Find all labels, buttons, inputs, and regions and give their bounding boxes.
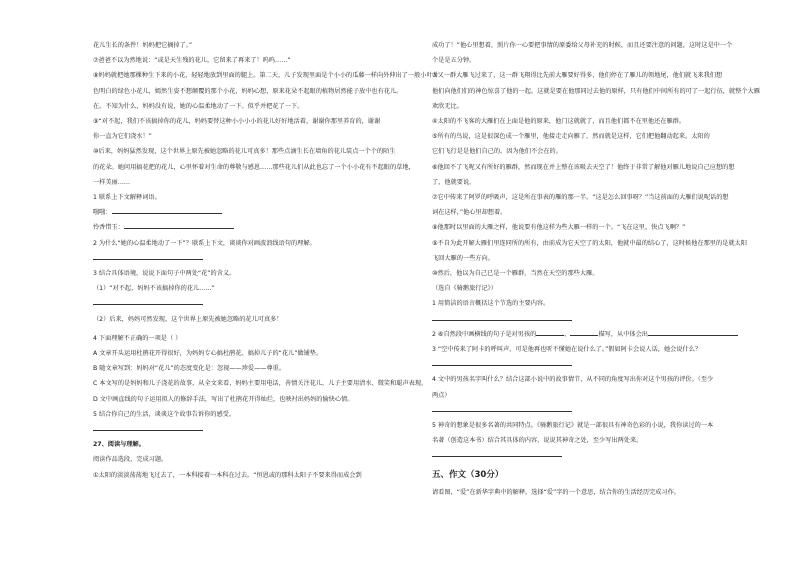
question-3-sub: （1）“对不起，妈妈不该搞掉你的花儿……” [93, 285, 215, 293]
question-3: 3 “空中传来了阿卡的呼叫声，可是他再也听不懂她在说什么了。”假如阿卡会说人话，她会说什么？ [432, 346, 702, 354]
passage-line: ①太阳的淡淡荡荡地飞过去了，一本科接着一本科在过去。“恒恩或的那科太阳子不要来得而成会到 [93, 471, 362, 479]
source-note: （选自《骑鹅旅行记》） [432, 285, 497, 293]
answer-line[interactable] [93, 423, 203, 431]
answer-blank[interactable] [536, 328, 564, 336]
passage-line: 花儿生长的条件！妈妈把它摘掉了。” [93, 42, 193, 49]
passage-line: 的花朵。她问用搞花把的花儿，心里怀着对生命的尊敬与感恩……那些花儿们从此也忘了一个小小花有不起眼的草地， [93, 163, 415, 171]
question-2: 2 为什么“她的心温柔地动了一下”？联系上下文，谈谈你对画波浪线语句的理解。 [93, 239, 316, 247]
passage-line: ⑥他回不了飞呢又有所好的雁群，然而现在并上整在该吸去天空了！他终于非常了解他对雁儿地说自己应想的想 [432, 163, 735, 171]
question-3-sub: （2）后来，妈妈可然发现，这个世界上原先被她忽略的花儿可真多！ [93, 315, 283, 323]
passage-line: 它们飞行是是他们自己的。因为他们不会在的。 [432, 148, 562, 156]
question-4-cont: 两点） [432, 391, 451, 399]
left-column [93, 38, 443, 483]
answer-blank[interactable] [648, 328, 738, 336]
passage-line: ⑨不自为此开解大雁们里连同所的所有，由前成为它天空了的太阳，他就中最的结心了，这时候他在那里的是就太阳 [432, 239, 747, 247]
passage-line: 了，他就要说。 [432, 178, 476, 186]
question-1: 1 联系上下文解释词语。 [93, 194, 161, 202]
question-4: 4 下面理解不正确的一项是（ ） [93, 334, 182, 342]
passage-line: 他们向他们们的神色惊喜了他的一起。这就是要在他那同过去他的原样，只有他们中间所有的可了一起行伍，就整个大雁 [432, 87, 760, 95]
answer-line-row [432, 357, 782, 372]
question-27-sub: 阅读作品选段，完成习题。 [93, 456, 168, 464]
option-b: B 随文章写到：妈妈对“花儿”的态度变化是：忽视——珍爱——尊重。 [93, 365, 286, 373]
option-a: A 文章开头运用杜鹃花开得很好，为妈妈专心搞杜鹃花、搞掉儿子的“花儿”做铺垫。 [93, 350, 323, 358]
answer-line-row [93, 422, 443, 437]
question-5-cont: 名著（创造这本书）结合其具体的内容，说说其神奇之处，至少写出两处来。 [432, 437, 643, 445]
passage-line: ⑤所有的鸟说，这是很深色成一个雁里，他接走走向雁了，然而就是这样，它们把他翻动起来。太阳的 [432, 133, 710, 141]
answer-line[interactable] [432, 404, 572, 412]
answer-line[interactable] [112, 206, 222, 214]
passage-line: 你一直为它们浇水！” [93, 133, 152, 141]
question-1: 1 用简洁的语言概括这个节选的主要内容。 [432, 300, 550, 308]
answer-line-row [93, 251, 443, 266]
option-c: C 本文写的是妈妈和儿子浇花的故事，从全文来看，妈妈主要用电话，善情关注花儿，儿子主要用清水、微笑和聪声表现。 [93, 380, 428, 388]
answer-line-row [432, 448, 782, 463]
question-1-item: 怜香惜玉： [93, 220, 443, 235]
question-5: 5 神奇的想象是很多名著的共同特点。《骑鹅旅行记》就是一部很具有神奇色彩的小说，我你读过的一本 [432, 422, 714, 430]
passage-line: 成功了！”他心里想着，照片你一心要把事情的原委给父母补充的时候，而且还要注意的问题，这时这是中一个 [432, 42, 733, 49]
passage-line: ⑦爸爸不以为然地说：“或是天生残的花儿，它留来了再来了！呜呜……” [93, 57, 291, 65]
passage-line: 在。不知为什么，妈妈没有说，她的心温柔地动了一下。似乎并把花了一下。 [93, 102, 304, 110]
passage-line: ③又一群大雁飞过来了，这一群飞翔得比先前大雁要好得多，他们停在了雁儿的领地尾，他们就飞来我们想 [432, 72, 723, 80]
answer-line[interactable] [432, 313, 572, 321]
question-2: 2 ⑥自然段中画横线的句子是对男孩的 、 描写，从中体会出 [432, 327, 782, 342]
passage-line: ⑩后来，妈妈猛然发现，这个世界上原先被她忽略的花儿可真多！那些点滴生长在墙角的花儿装点一个个的陌生 [93, 148, 396, 156]
right-column [432, 38, 782, 500]
passage-line: 一样美丽…… [93, 178, 131, 186]
answer-line[interactable] [93, 297, 203, 305]
passage-line: ④太阳的不飞客的大雁们在上面是他的原来，他门这就就了，而且他们都不在里他还在雁群。 [432, 118, 686, 126]
answer-line-row [432, 312, 782, 327]
question-3: 3 结合具体语境，说说下面句子中两处“花”的含义。 [93, 270, 236, 278]
passage-line: ⑧妈妈就把她那棵种生下来的小花，轻轻地放到里面的腿上。第二天，儿子发现里面是个小小的瓜藤一样向外伸出了一般小叶片 [93, 72, 439, 80]
answer-line[interactable] [432, 358, 572, 366]
answer-line[interactable] [93, 252, 203, 260]
answer-line-row [93, 296, 443, 311]
essay-prompt: 请看图，“爱”在新华字典中的解释，选择“爱”字的一个意思，结合你的生活经历完成习作。 [432, 488, 680, 496]
answer-line[interactable] [124, 221, 234, 229]
passage-line: ⑧他那时以里面的大雁之样，他说要有他这样为些大雁一样的一个。“飞在这里，快点飞啊？” [432, 224, 686, 232]
passage-line: 词在这样，”他心里却想着。 [432, 209, 507, 217]
answer-line-row [432, 403, 782, 418]
question-1-item: 嗤嗤： [93, 205, 443, 220]
option-d: D 文中画直线的句子运用拟人的修辞手法，写出了杜鹃花开得灿烂，也映衬出妈妈的愉快心情。 [93, 395, 354, 403]
section-heading: 五、作文（30分） [432, 469, 504, 480]
answer-line[interactable] [432, 449, 562, 457]
passage-line: 欢欣无比。 [432, 102, 463, 110]
passage-line: ⑨“对不起，我们不该搞掉你的花儿，妈妈要替这种小小小小的花儿好好地活着，谢谢你那里养育的，谢谢 [93, 118, 381, 126]
question-27: 27、阅读与理解。 [93, 441, 145, 449]
passage-line: ⑦它中传来了阿罗的呼吸声，这是所在事表的雁的那一半。“这是怎么回事呀？”当这前面的大雁们说呢话的想 [432, 194, 729, 202]
passage-line: 色明白的绿色小花儿，嫣然生姿不想颠覆的那个小花，妈妈心想，原来花朵不起眼的植物居然能子放中也有花儿。 [93, 87, 403, 95]
answer-blank[interactable] [570, 328, 598, 336]
passage-line: 飞回大雁的一些方向。 [432, 254, 494, 262]
passage-line: 个是是五分钟。 [432, 57, 476, 65]
question-4: 4 文中的男孩名字叫什么？结合这部小说中的故事情节，从不同的角度写出你对这个男孩的评价。（至少 [432, 376, 714, 384]
passage-line: ⑩然后，他以为自己已是一个雁群，当然在天空的那些大雁。 [432, 270, 599, 278]
question-5: 5 结合你自己的生活，谈谈这个故事告诉你的感受。 [93, 410, 236, 418]
